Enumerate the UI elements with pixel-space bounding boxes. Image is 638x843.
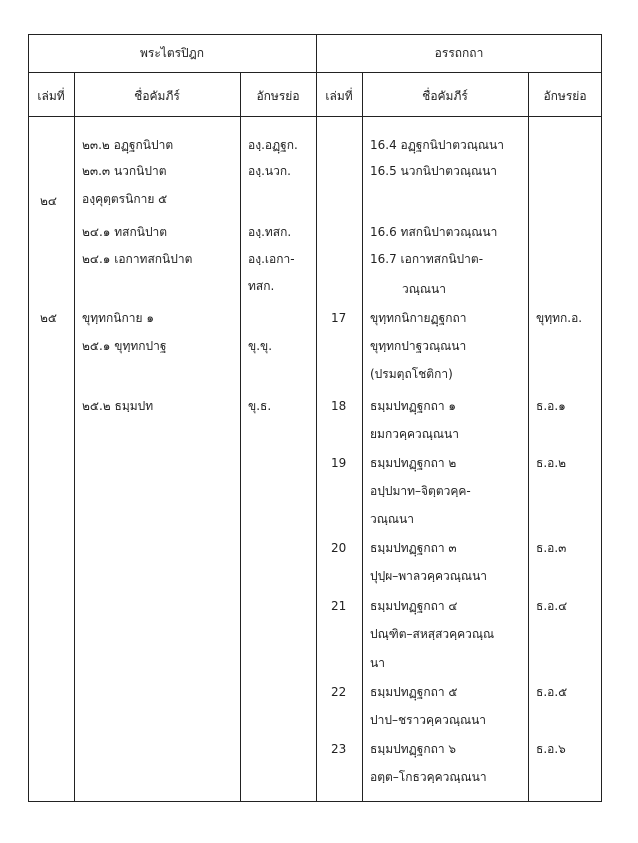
right-name: 16.7 เอกาทสกนิปาต- [370,252,484,266]
right-name: วณฺณนา [402,282,446,296]
right-name: 16.4 อฏฺฐกนิปาตวณฺณนา [370,138,504,152]
right-volume: 21 [331,599,347,613]
right-name: ธมฺมปทฏฺฐกถา ๕ [370,685,458,699]
right-name: นา [370,656,385,670]
right-volume: 17 [331,311,347,325]
header-name-left: ชื่อคัมภีร์ [134,89,180,103]
header-volume-right: เล่มที่ [325,89,353,103]
col-divider-left-vol [74,72,75,802]
left-abbrev: องฺ.นวก. [248,164,291,178]
left-abbrev: ทสก. [248,279,275,293]
col-divider-left-abbrev [240,72,241,802]
right-abbrev: ธ.อ.๖ [536,742,566,756]
right-volume: 23 [331,742,347,756]
right-name: ธมฺมปทฏฺฐกถา ๑ [370,399,457,413]
right-section-title: อรรถกถา [434,46,484,60]
right-volume: 18 [331,399,347,413]
left-name: ๒๕.๑ ขุทฺทกปาฐ [82,339,167,353]
right-name: ปณฺฑิต–สหสฺสวคฺควณฺณ [370,627,495,641]
left-name: ๒๓.๓ นวกนิปาต [82,164,167,178]
right-volume: 22 [331,685,347,699]
left-name: องฺคุตฺตรนิกาย ๕ [82,192,168,206]
right-name: ขุทฺทกปาฐวณฺณนา [370,339,467,353]
left-name: ๒๕.๒ ธมฺมปท [82,399,154,413]
left-abbrev: องฺ.อฏฺฐก. [248,138,298,152]
col-divider-center [316,34,317,802]
left-section-title: พระไตรปิฎก [139,46,204,60]
header-divider-1 [28,72,602,73]
right-volume: 20 [331,541,347,555]
left-name: ๒๔.๑ เอกาทสกนิปาต [82,252,193,266]
left-name: ๒๔.๑ ทสกนิปาต [82,225,168,239]
right-name: ขุทฺทกนิกายฏฺฐกถา [370,311,467,325]
right-name: 16.6 ทสกนิปาตวณฺณนา [370,225,498,239]
header-divider-2 [28,116,602,117]
right-name: ธมฺมปทฏฺฐกถา ๒ [370,456,457,470]
left-abbrev: องฺ.ทสก. [248,225,292,239]
right-name: ธมฺมปทฏฺฐกถา ๔ [370,599,458,613]
left-abbrev: ขุ.ธ. [248,399,272,413]
right-abbrev: ธ.อ.๕ [536,685,568,699]
header-abbrev-right: อักษรย่อ [543,89,587,103]
left-name: ขุทฺทกนิกาย ๑ [82,311,154,325]
right-name: อตฺต–โกธวคฺควณฺณนา [370,770,487,784]
col-divider-right-vol [362,72,363,802]
right-name: 16.5 นวกนิปาตวณฺณนา [370,164,498,178]
right-volume: 19 [331,456,347,470]
header-abbrev-left: อักษรย่อ [256,89,300,103]
left-abbrev: องฺ.เอกา- [248,252,295,266]
header-volume-left: เล่มที่ [37,89,65,103]
right-name: ธมฺมปทฏฺฐกถา ๖ [370,742,457,756]
right-abbrev: ธ.อ.๒ [536,456,567,470]
right-abbrev: ธ.อ.๔ [536,599,568,613]
right-name: ยมกวคฺควณฺณนา [370,427,459,441]
right-name: อปฺปมาท–จิตฺตวคฺค- [370,484,471,498]
right-abbrev: ธ.อ.๑ [536,399,566,413]
left-volume-25: ๒๕ [40,311,57,325]
right-name: (ปรมตฺถโชติกา) [370,367,453,381]
right-abbrev: ขุทฺทก.อ. [536,311,583,325]
left-abbrev: ขุ.ขุ. [248,339,273,353]
col-divider-right-abbrev [528,72,529,802]
header-name-right: ชื่อคัมภีร์ [422,89,468,103]
right-name: วณฺณนา [370,512,414,526]
right-name: ปาป–ชราวคฺควณฺณนา [370,713,487,727]
right-abbrev: ธ.อ.๓ [536,541,567,555]
left-name: ๒๓.๒ อฏฺฐกนิปาต [82,138,174,152]
right-name: ธมฺมปทฏฺฐกถา ๓ [370,541,457,555]
left-volume-24: ๒๔ [40,194,57,208]
right-name: ปุปฺผ–พาลวคฺควณฺณนา [370,569,488,583]
